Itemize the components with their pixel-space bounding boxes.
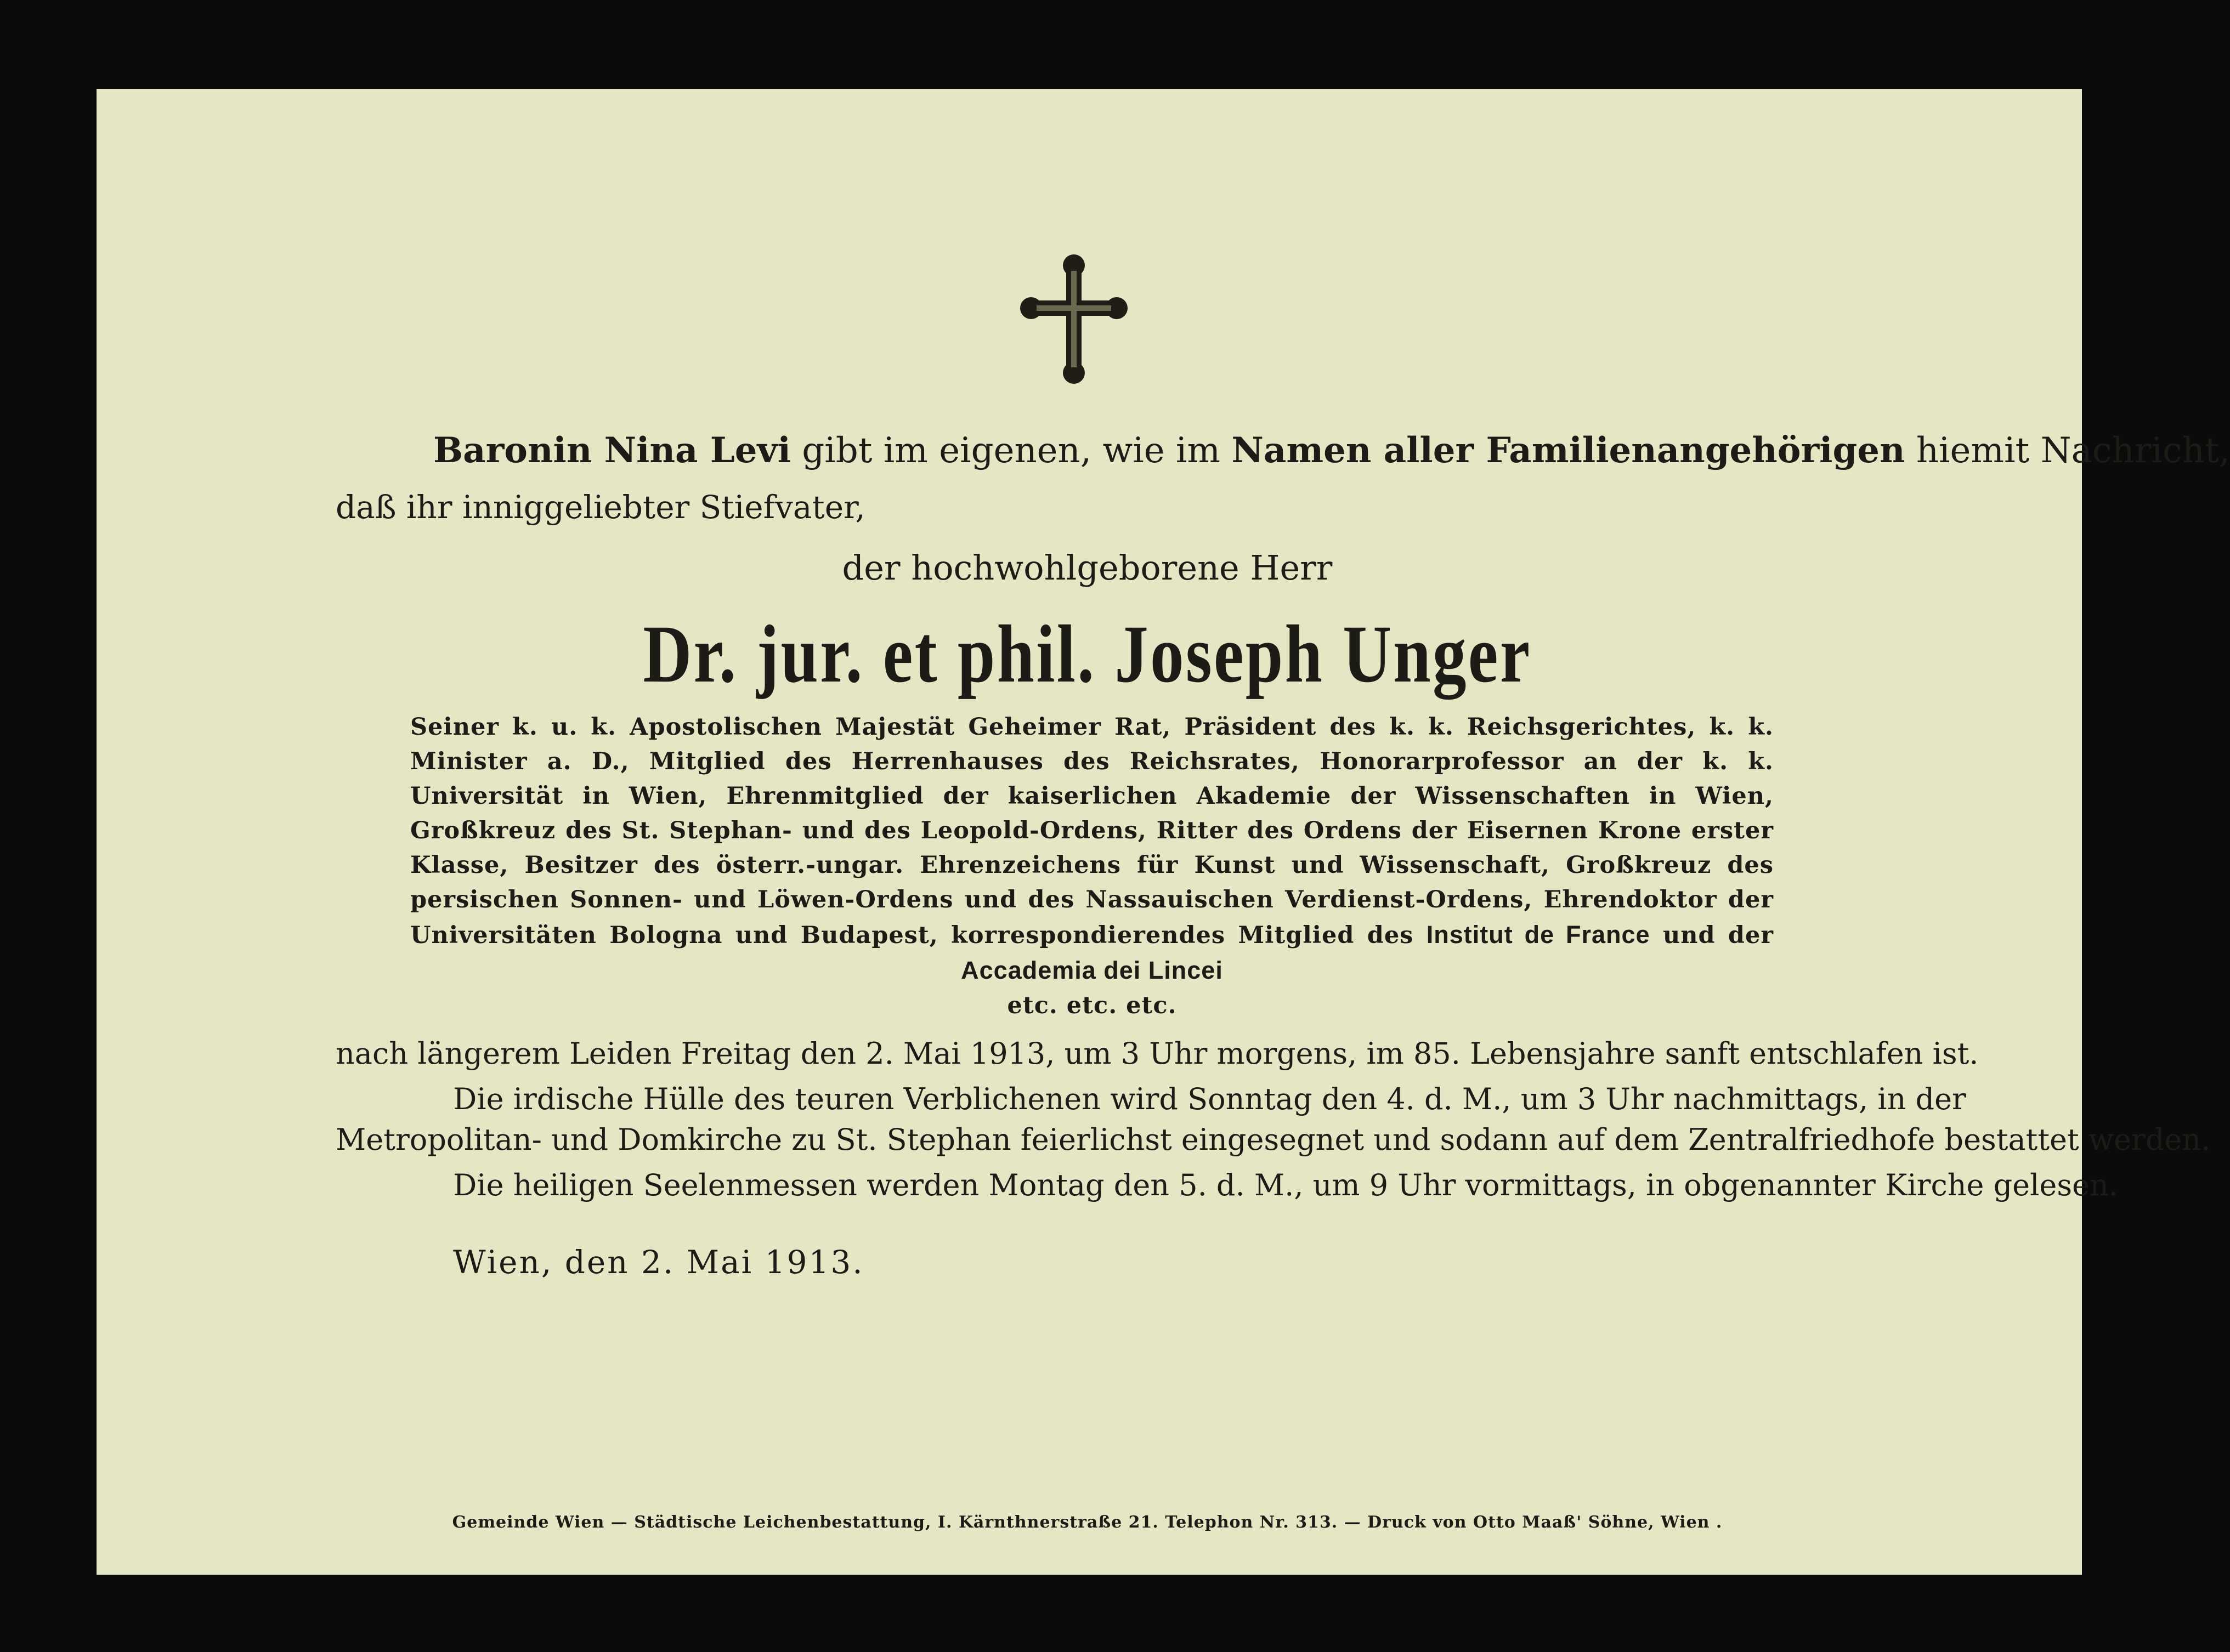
titles-accademia: Accademia dei Lincei <box>961 956 1223 984</box>
printer-footer: Gemeinde Wien — Städtische Leichenbestattung, I. Kärnthnerstraße 21. Telephon Nr. 313. — Druck von Otto Maaß' Söhne, Wien . <box>452 1513 1723 1532</box>
titles-etc: etc. etc. etc. <box>1007 992 1177 1019</box>
intro-end: hiemit Nachricht, <box>1916 430 2230 471</box>
body-line-3: Metropolitan- und Domkirche zu St. Stephan feierlichst eingesegnet und sodann auf dem Zentralfriedhofe bestattet werden. <box>336 1122 2211 1157</box>
body-line-4: Die heiligen Seelenmessen werden Montag den 5. d. M., um 9 Uhr vormittags, in obgenannter Kirche gelesen. <box>453 1168 2118 1202</box>
deceased-name: Dr. jur. et phil. Joseph Unger <box>643 609 1532 700</box>
intro-mid: gibt im eigenen, wie im <box>802 430 1221 471</box>
place-date: Wien, den 2. Mai 1913. <box>453 1244 864 1281</box>
honorific-titles <box>410 710 1774 1023</box>
body-line-1: nach längerem Leiden Freitag den 2. Mai 1913, um 3 Uhr morgens, im 85. Lebensjahre sanft entschlafen ist. <box>336 1036 1979 1071</box>
titles-institut: Institut de France <box>1426 921 1650 949</box>
titles-und: und der <box>1662 922 1774 949</box>
titles-text: Seiner k. u. k. Apostolischen Majestät Geheimer Rat, Präsident des k. k. Reichsgerichtes, k. k. Minister a. D., Mitglied des Herrenhauses des Reichsrates, Honorarprofessor an der k. k. Universität in Wien, Ehrenmitglied der kaiserlichen Akademie der Wissenschaften in Wien, Großkreuz des St. Stephan- und des Leopold-Ordens, Ritter des Ordens der Eisernen Krone erster Klasse, Besitzer des österr.-ungar. Ehrenzeichens für Kunst und Wissenschaft, Großkreuz des persischen Sonnen- und Löwen-Ordens und des Nassauischen Verdienst-Ordens, Ehrendoktor der Universitäten Bologna und Budapest, korrespondierendes Mitglied des <box>410 713 1774 949</box>
cross-icon <box>1019 253 1129 385</box>
salutation: der hochwohlgeborene Herr <box>842 548 1333 588</box>
intro-name: Baronin Nina Levi <box>433 430 791 471</box>
body-line-2: Die irdische Hülle des teuren Verblichenen wird Sonntag den 4. d. M., um 3 Uhr nachmittags, in der <box>453 1082 1966 1116</box>
intro-family: Namen aller Familienangehörigen <box>1231 430 1905 471</box>
intro-line-1 <box>433 430 2230 471</box>
intro-line-2: daß ihr inniggeliebter Stiefvater, <box>336 489 865 526</box>
